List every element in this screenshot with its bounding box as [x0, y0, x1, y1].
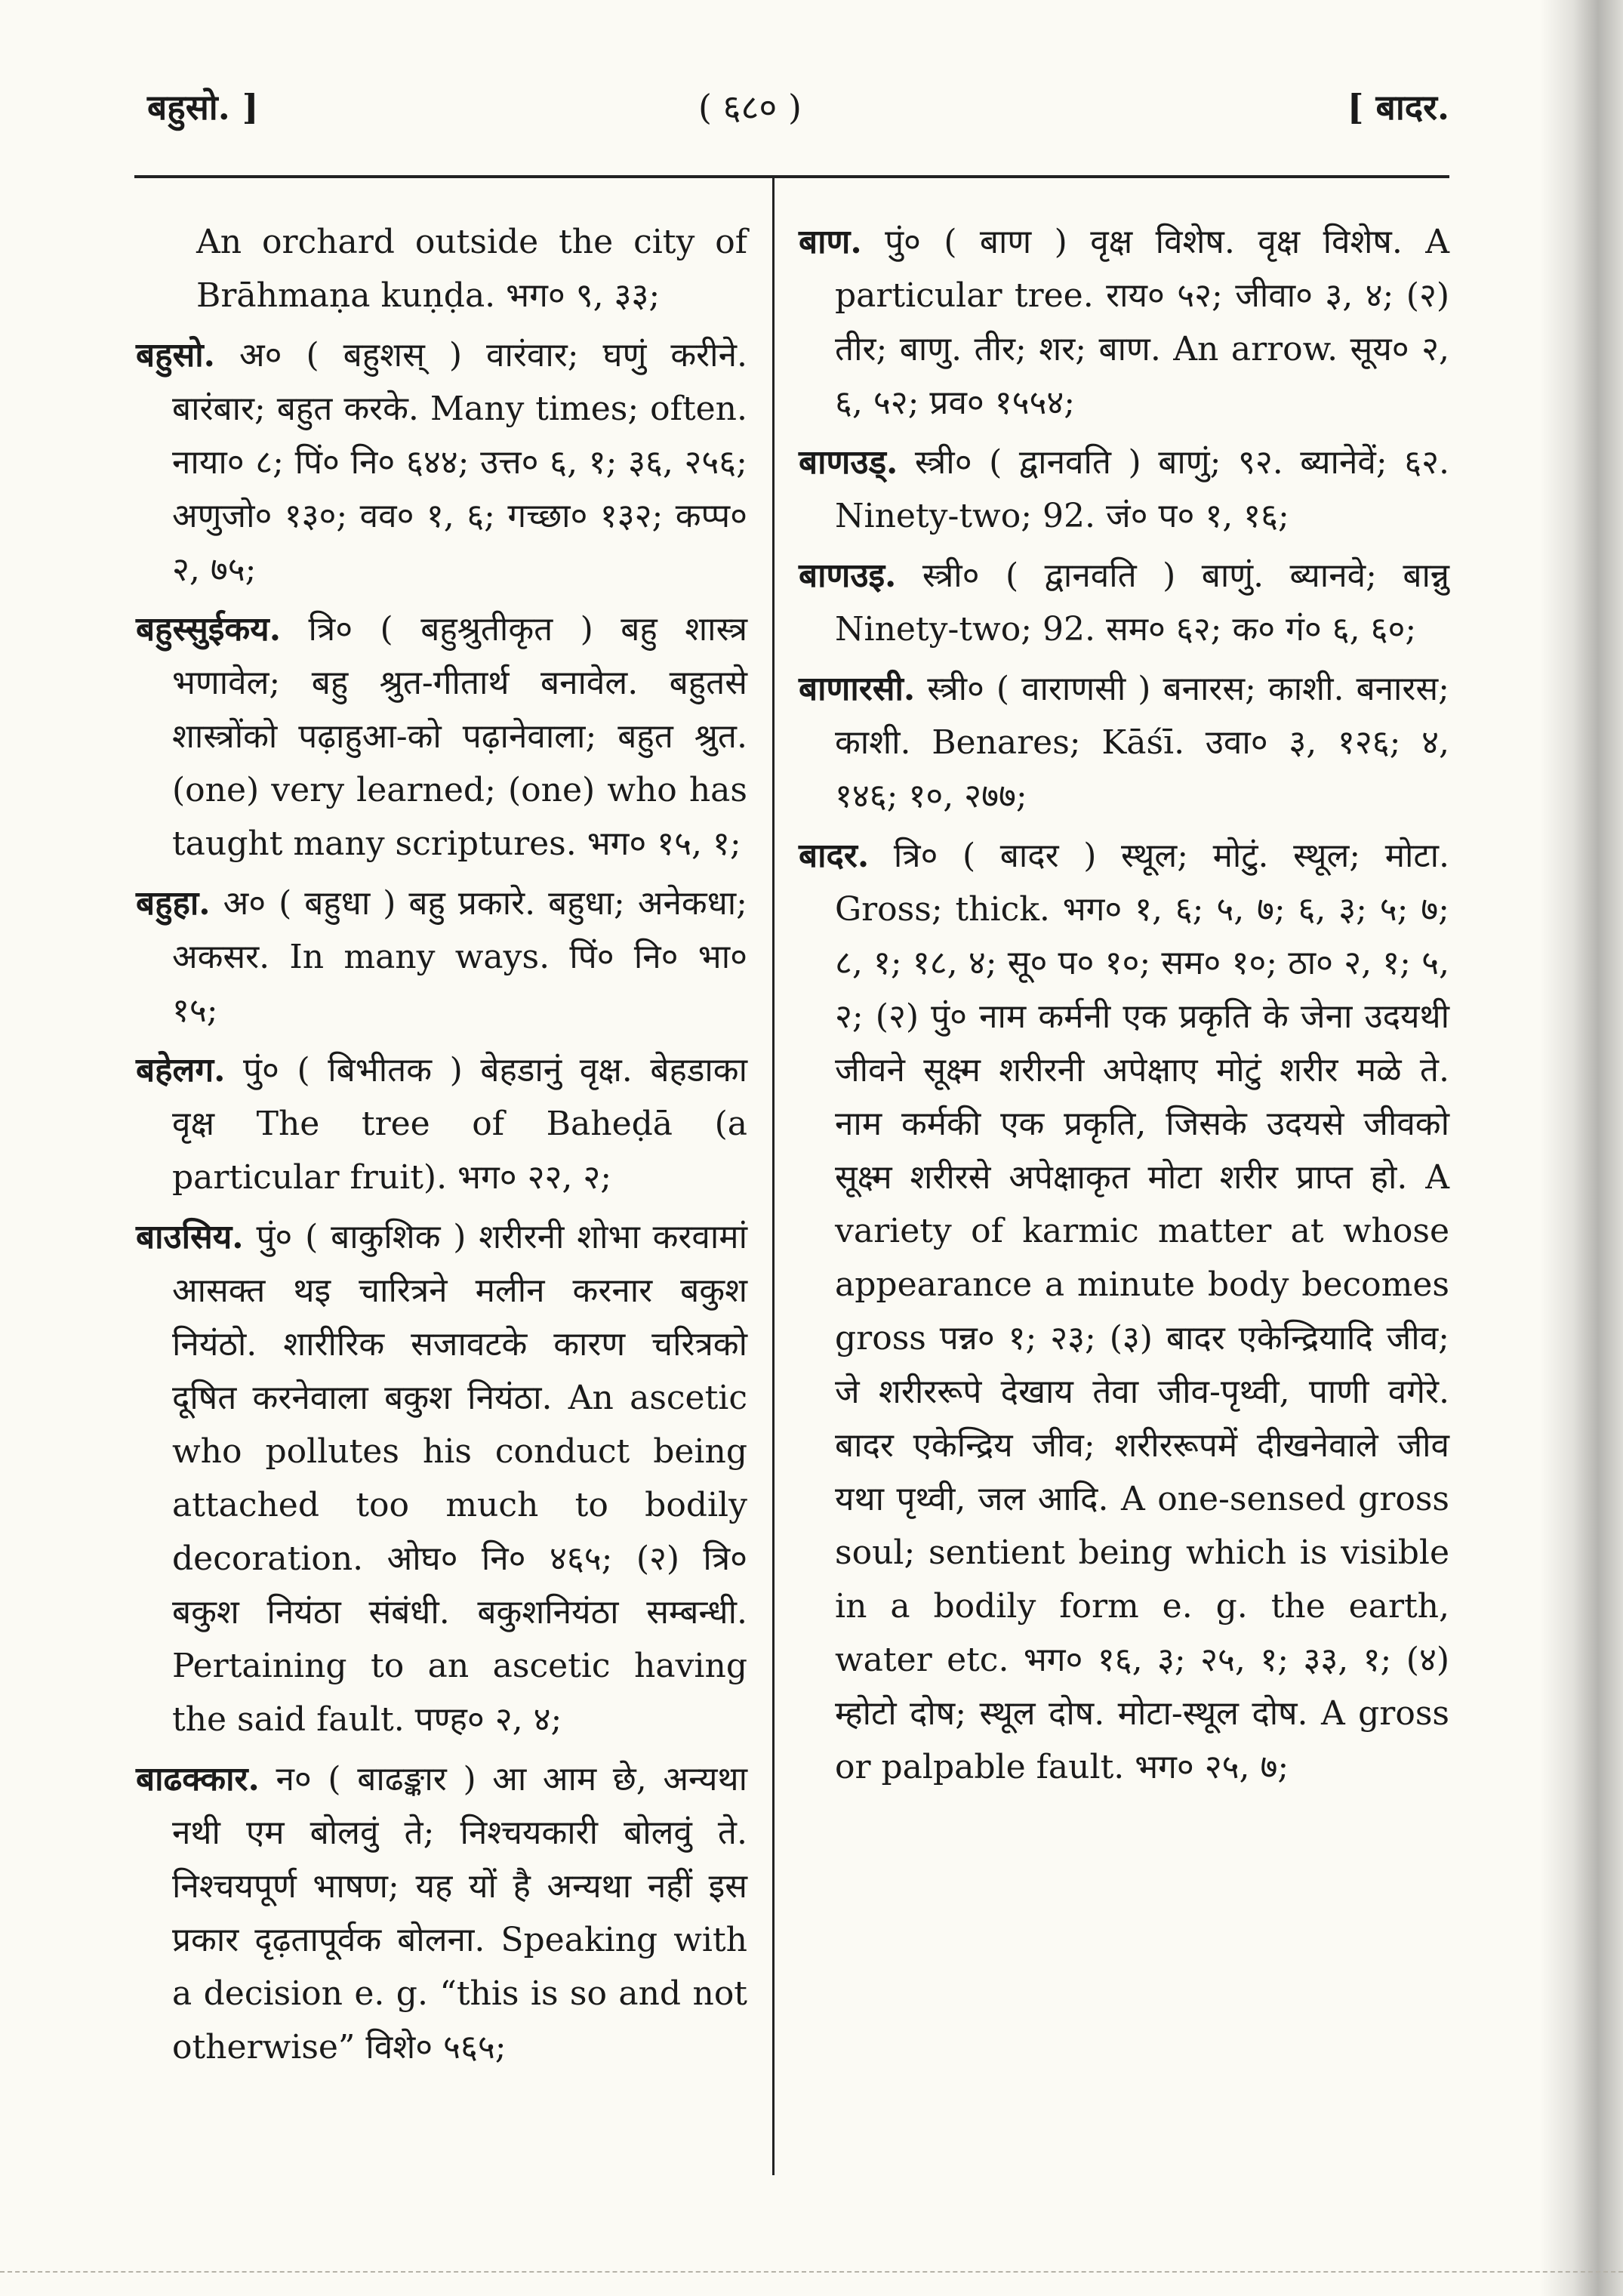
- entry-text: स्त्री० ( द्वानवति ) बाणुं. ब्यानवे; बान्नु Ninety-two; 92. सम० ६२; क० गं० ६, ६०;: [835, 556, 1449, 649]
- entry-banarasi: [799, 662, 1449, 823]
- column-divider: [772, 178, 775, 2175]
- headword: बाढक्कार.: [136, 1760, 260, 1798]
- headword: बहुसो.: [136, 336, 215, 374]
- entry-text: स्त्री० ( वाराणसी ) बनारस; काशी. बनारस; काशी. Benares; Kāśī. उवा० ३, १२६; ४, १४६; १०, २७७;: [835, 670, 1449, 815]
- headword: बाणउइ.: [799, 556, 897, 595]
- entry-text: स्त्री० ( द्वानवति ) बाणुं; ९२. ब्यानेवें; ६२. Ninety-two; 92. जं० प० १, १६;: [835, 443, 1449, 535]
- headword: बहुस्सुईकय.: [136, 610, 282, 649]
- entry-bana: [799, 215, 1449, 430]
- entry-badara: [799, 829, 1449, 1794]
- entry-banaud: [799, 436, 1449, 543]
- entry-bahussuikaya: [136, 603, 747, 871]
- entry-text: An orchard outside the city of Brāhmaṇa kuṇḍa. भग० ९, ३३;: [196, 223, 747, 315]
- entry-bahuha: [136, 877, 747, 1037]
- entry-text: न० ( बाढङ्कार ) आ आम छे, अन्यथा नथी एम बोलवुं ते; निश्चयकारी बोलवुं ते. निश्चयपूर्ण भाषण; यह यों है अन्यथा नहीं इस प्रकार दृढ़तापूर्वक बोलना. Speaking with a decision e. g. “this is so and not otherwise” विशे० ५६५;: [172, 1760, 747, 2066]
- page-header: [136, 83, 1449, 143]
- entry-bahuso: [136, 328, 747, 596]
- entry-bausiya: [136, 1210, 747, 1746]
- entry-bahelaga: [136, 1043, 747, 1204]
- entry-text: पुं० ( बिभीतक ) बेहडानुं वृक्ष. बेहडाका वृक्ष The tree of Baheḍā (a particular fruit). भग० २२, २;: [172, 1051, 747, 1197]
- scan-bottom-edge: [0, 2271, 1623, 2273]
- entry-text: त्रि० ( बहुश्रुतीकृत ) बहु शास्त्र भणावेल; बहु श्रुत-गीतार्थ बनावेल. बहुतसे शास्त्रोंको पढ़ाहुआ-को पढ़ानेवाला; बहुत श्रुत. (one) very learned; (one) who has taught many scriptures. भग० १५, १;: [172, 610, 747, 863]
- entry-text: अ० ( बहुशस् ) वारंवार; घणुं करीने. बारंबार; बहुत करके. Many times; often. नाया० ८; पिं० नि० ६४४; उत्त० ६, १; ३६, २५६; अणुजो० १३०; वव० १, ६; गच्छा० १३२; कप्प० २, ७५;: [172, 336, 747, 589]
- headword: बादर.: [799, 837, 870, 875]
- headword: बाउसिय.: [136, 1218, 244, 1256]
- entry-continuation: [136, 215, 747, 322]
- entry-banaui: [799, 549, 1449, 656]
- headword: बाण.: [799, 223, 862, 261]
- header-rule: [134, 175, 1449, 178]
- headword: बाणउड्.: [799, 443, 898, 482]
- entry-text: पुं० ( बाकुशिक ) शरीरनी शोभा करवामां आसक्त थइ चारित्रने मलीन करनार बकुश नियंठो. शारीरिक सजावटके कारण चरित्रको दूषित करनेवाला बकुश नियंठा. An ascetic who pollutes his conduct being attached too much to bodily decoration. ओघ० नि० ४६५; (२) त्रि० बकुश नियंठा संबंधी. बकुशनियंठा सम्बन्धी. Pertaining to an ascetic having the said fault. पण्ह० २, ४;: [172, 1218, 747, 1739]
- header-last-word: [ बादर.: [1347, 87, 1449, 128]
- headword: बहेलग.: [136, 1051, 226, 1089]
- page-number: ( ६८० ): [698, 87, 802, 128]
- page-edge-shadow: [1540, 0, 1623, 2296]
- entry-text: अ० ( बहुधा ) बहु प्रकारे. बहुधा; अनेकधा; अकसर. In many ways. पिं० नि० भा० १५;: [172, 884, 747, 1030]
- header-first-word: बहुसो. ]: [147, 87, 259, 128]
- entry-text: पुं० ( बाण ) वृक्ष विशेष. वृक्ष विशेष. A particular tree. राय० ५२; जीवा० ३, ४; (२) तीर; बाणु. तीर; शर; बाण. An arrow. सूय० २, ६, ५२; प्रव० १५५४;: [835, 223, 1449, 422]
- left-column: [136, 215, 747, 2080]
- entry-badhakkara: [136, 1752, 747, 2074]
- entry-text: त्रि० ( बादर ) स्थूल; मोटुं. स्थूल; मोटा. Gross; thick. भग० १, ६; ५, ७; ६, ३; ५; ७; ८, १; १८, ४; सू० प० १०; सम० १०; ठा० २, १; ५, २; (२) पुं० नाम कर्मनी एक प्रकृति के जेना उदयथी जीवने सूक्ष्म शरीरनी अपेक्षाए मोटुं शरीर मळे ते. नाम कर्मकी एक प्रकृति, जिसके उदयसे जीवको सूक्ष्म शरीरसे अपेक्षाकृत मोटा शरीर प्राप्त हो. A variety of karmic matter at whose appearance a minute body becomes gross पन्न० १; २३; (३) बादर एकेन्द्रियादि जीव; जे शरीररूपे देखाय तेवा जीव-पृथ्वी, पाणी वगेरे. बादर एकेन्द्रिय जीव; शरीररूपमें दीखनेवाले जीव यथा पृथ्वी, जल आदि. A one-sensed gross soul; sentient being which is visible in a bodily form e. g. the earth, water etc. भग० १६, ३; २५, १; ३३, १; (४) म्होटो दोष; स्थूल दोष. मोटा-स्थूल दोष. A gross or palpable fault. भग० २५, ७;: [835, 837, 1449, 1786]
- headword: बाणारसी.: [799, 670, 916, 708]
- headword: बहुहा.: [136, 884, 211, 923]
- right-column: [799, 215, 1449, 1800]
